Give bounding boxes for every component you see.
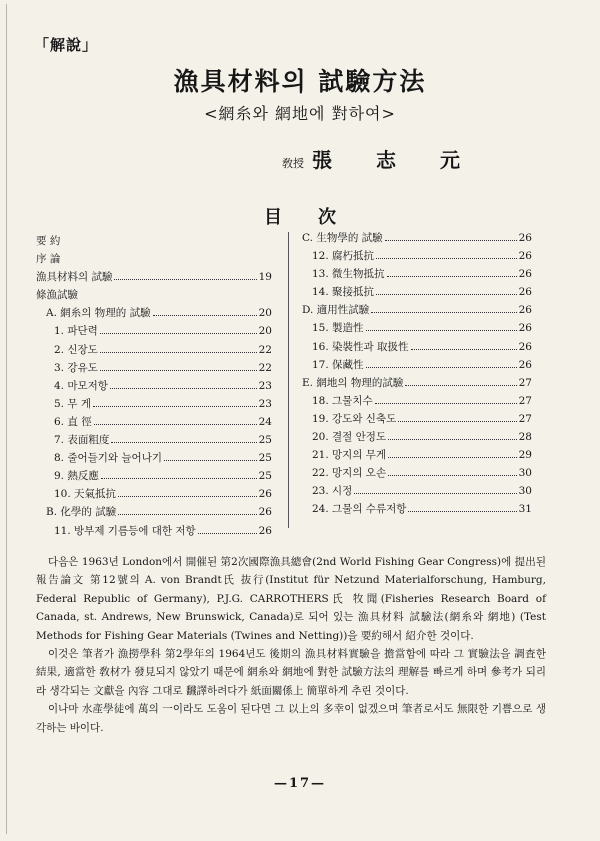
toc-entry-label: 23. 시정 [312,485,353,498]
toc-leader [354,493,516,494]
toc-leader [375,403,517,404]
author-name: 張志元 [312,148,504,172]
toc-entry-label: 11. 방부제 기름등에 대한 저항 [54,524,196,537]
toc-leader [376,294,517,295]
toc-entry-label: B. 化學的 試驗 [46,506,117,519]
toc-entry-page: 20 [258,325,272,338]
toc-leader [100,370,257,371]
toc-entry [36,286,272,304]
toc-leader [153,315,257,316]
toc-entry-label: 8. 줄어들기와 늘어나기 [54,452,162,465]
page-number: —17— [273,776,327,791]
toc-entry-label: 18. 그물치수 [312,394,373,407]
toc-leader [387,276,517,277]
toc-entry [36,485,272,503]
toc-entry-page: 27 [518,412,532,425]
toc-divider [288,232,289,528]
toc-heading: 目次 [264,207,372,228]
toc-leader [388,439,517,440]
toc-entry [302,319,532,337]
toc-entry-page: 26 [258,506,272,519]
toc-entry-label: 15. 製造性 [312,322,364,335]
toc-entry-page: 20 [258,307,272,320]
toc-entry [36,341,272,359]
toc-leader [101,478,257,479]
toc-entry-page: 26 [518,268,532,281]
toc-entry-page: 23 [258,397,272,410]
toc-leader [366,330,517,331]
toc-leader [114,279,256,280]
toc-entry-label: 10. 天氣抵抗 [54,488,117,501]
toc-leader [100,352,257,353]
toc-entry-page: 26 [518,340,532,353]
toc-entry-page: 25 [258,452,272,465]
toc-entry-label: 12. 腐朽抵抗 [312,250,375,263]
toc-leader [388,475,517,476]
toc-entry [302,247,532,265]
body-text [36,553,546,737]
author-line [282,144,504,173]
toc-entry [302,392,532,410]
toc-entry-page: 25 [258,434,272,447]
toc-entry [36,304,272,322]
toc-entry-label: C. 生物學的 試驗 [302,232,383,244]
toc-entry-label: 17. 保藏性 [312,358,364,371]
toc-entry-label: 24. 그물의 수류저항 [312,503,407,516]
toc-entry-label: D. 適用性試驗 [302,304,370,317]
toc-entry [36,377,272,395]
toc-leader [164,460,257,461]
toc-entry-page: 26 [518,322,532,335]
toc-entry-label: 3. 강유도 [54,361,98,374]
toc-entry [36,431,272,449]
toc-entry-page: 31 [518,503,532,516]
toc-entry-page: 26 [518,232,532,244]
toc-leader [385,240,517,241]
toc-entry-page: 26 [258,524,272,537]
author-role: 敎授 [282,157,304,170]
toc-entry-page: 30 [518,485,532,498]
toc-leader [118,496,257,497]
toc-entry-label: 2. 신장도 [54,343,98,356]
toc-entry-page: 23 [258,379,272,392]
toc-leader [376,258,517,259]
toc-leader [366,367,517,368]
toc-entry-page: 22 [258,361,272,374]
toc-entry-label: E. 網地의 物理的試驗 [302,376,404,389]
toc-entry [36,449,272,467]
toc-leader [100,333,257,334]
toc-leader [388,457,517,458]
toc-entry [36,250,272,268]
toc-entry [302,482,532,500]
toc-entry-label: A. 網糸의 物理的 試驗 [46,307,151,320]
body-paragraph: 이것은 筆者가 漁撈學科 第2學年의 1964년도 後期의 漁具材料實驗을 擔當함에 따라 그 實驗法을 調査한 結果, 適當한 敎材가 發見되지 않았기 때문에 網糸와 網地에 對한 試驗方法의 理解를 빠르게 하며 參考가 되리라 생각되는 文獻을 內容 그대로 飜譯하려다가 紙面關係上 簡單하게 추린 것이다. [36,648,546,697]
toc-entry [36,232,272,250]
toc-entry-page: 26 [258,488,272,501]
toc-right-column [302,229,532,519]
toc-entry-page: 22 [258,343,272,356]
toc-entry [36,359,272,377]
toc-leader [118,514,256,515]
toc-entry-label: 5. 무 게 [54,397,91,410]
toc-leader [371,312,516,313]
toc-entry [302,464,532,482]
toc-entry [36,322,272,340]
toc-entry-page: 29 [518,449,532,462]
toc-left-column [36,232,272,540]
toc-leader [398,421,516,422]
toc-entry-label: 13. 微生物抵抗 [312,268,385,281]
section-tag: 「解說」 [34,36,99,54]
toc-entry [36,395,272,413]
toc-entry [302,374,532,392]
toc-entry [36,268,272,286]
toc-entry-label: 6. 直 徑 [54,415,92,428]
toc-entry-label: 1. 파단력 [54,325,98,338]
toc-leader [405,385,516,386]
toc-entry [302,446,532,464]
toc-entry [302,500,532,518]
toc-entry [302,410,532,428]
toc-entry [36,413,272,431]
toc-entry-label: 7. 表面粗度 [54,434,110,447]
toc-entry-label: 19. 강도와 신축도 [312,412,397,425]
toc-entry [302,338,532,356]
toc-entry [36,522,272,540]
toc-leader [411,349,517,350]
toc-entry-page: 25 [258,470,272,483]
toc-entry-label: 要 約 [36,235,61,247]
page-subtitle: <網糸와 網地에 對하여> [204,104,396,123]
toc-entry [302,428,532,446]
toc-entry-page: 26 [518,250,532,263]
toc-leader [93,406,257,407]
toc-leader [198,533,257,534]
toc-entry-label: 4. 마모저항 [54,379,108,392]
toc-leader [408,511,516,512]
toc-entry-label: 20. 결절 안정도 [312,431,387,444]
body-paragraph: 이나마 水產學徒에 萬의 一이라도 도움이 된다면 그 以上의 多幸이 없겠으며 筆者로서도 無限한 기쁨으로 생각하는 바이다. [36,703,546,734]
toc-entry-label: 條漁試驗 [36,289,78,302]
toc-entry [302,229,532,247]
toc-entry-page: 27 [518,376,532,389]
toc-entry-page: 26 [518,358,532,371]
toc-entry-page: 26 [518,286,532,299]
toc-entry-label: 漁具材料의 試驗 [36,271,113,284]
toc-entry [302,283,532,301]
toc-entry-label: 22. 망지의 오손 [312,467,387,480]
toc-entry-page: 27 [518,394,532,407]
toc-entry-page: 24 [258,415,272,428]
toc-entry-label: 14. 聚接抵抗 [312,286,375,299]
toc-entry [302,301,532,319]
toc-entry-label: 21. 망지의 무게 [312,449,387,462]
toc-entry [36,503,272,521]
toc-entry-label: 9. 熱反應 [54,470,99,483]
page-title: 漁具材料의 試驗方法 [173,67,427,96]
toc-leader [111,442,256,443]
toc-entry-page: 26 [518,304,532,317]
toc-entry-page: 28 [518,431,532,444]
body-paragraph: 다음은 1963년 London에서 開催된 第2次國際漁具總會(2nd World Fishing Gear Congress)에 提出된 報告論文 第12號의 A. von Brandt氏 抜行(Institut für Netzund Materialforschung, Hamburg, Federal Republic of Germany), P.J.G. CARROTHERS氏 牧聞(Fisheries Research Board of Canada, st. Andrews, New Brunswick, Canada)로 되어 있는 漁具材料 試驗法(網糸와 網地) (Test Methods for Fishing Gear Materials (Twines and Netting))을 要約해서 紹介한 것이다. [36,556,546,642]
toc-entry-page: 19 [258,271,272,284]
toc-entry [302,356,532,374]
toc-entry-label: 序 論 [36,253,61,266]
toc-entry-label: 16. 染裝性과 取扱性 [312,340,409,353]
toc-leader [94,424,257,425]
toc-entry [302,265,532,283]
toc-entry [36,467,272,485]
toc-entry-page: 30 [518,467,532,480]
toc-leader [110,388,257,389]
